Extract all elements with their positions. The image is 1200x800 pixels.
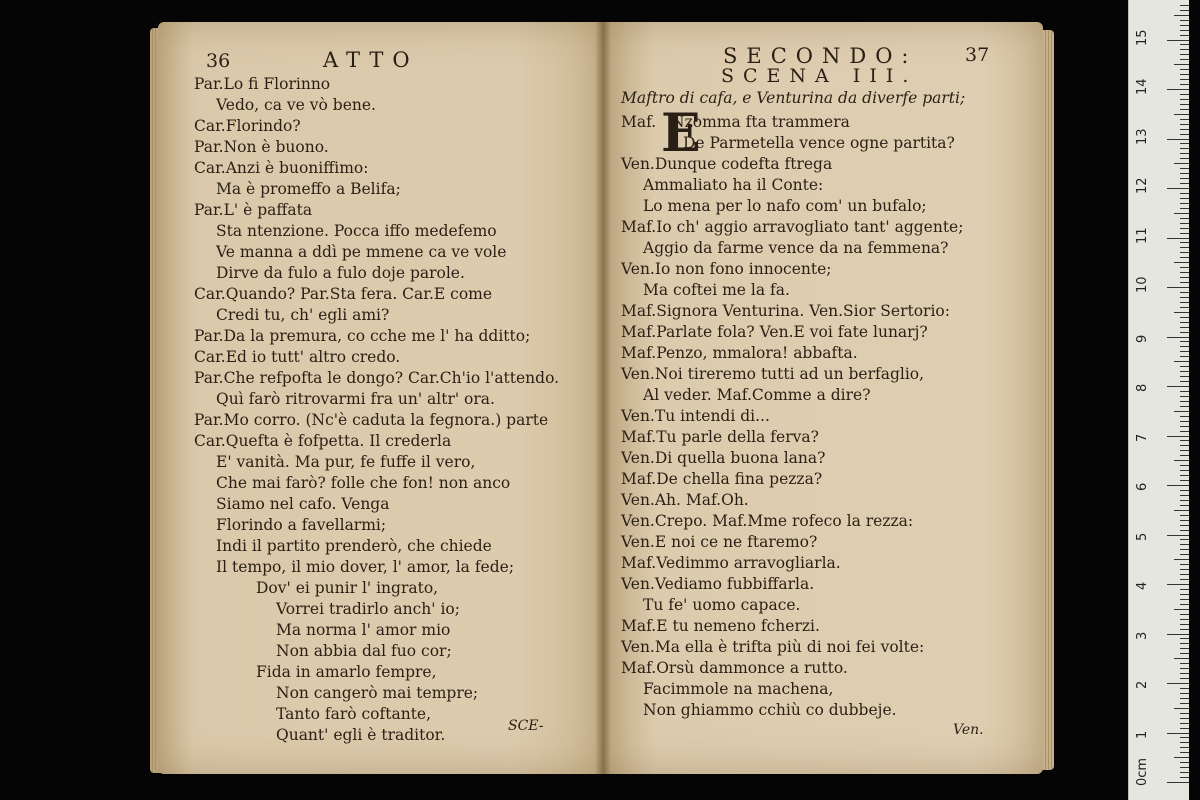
ruler-tick xyxy=(1180,505,1189,506)
open-book xyxy=(150,10,1055,780)
ruler-tick xyxy=(1180,723,1189,724)
ruler-tick xyxy=(1180,549,1189,550)
ruler-tick xyxy=(1180,223,1189,224)
text-line: Par.Non è buono. xyxy=(194,138,329,156)
ruler-tick xyxy=(1180,307,1189,308)
ruler-tick xyxy=(1180,698,1189,699)
ruler-tick xyxy=(1180,356,1189,357)
text-line: Par.Mo corro. (Nc'è caduta la fegnora.) parte xyxy=(194,411,549,429)
ruler-tick xyxy=(1180,376,1189,377)
catchword: Ven. xyxy=(953,722,984,738)
ruler-tick xyxy=(1180,653,1189,654)
ruler-tick xyxy=(1180,277,1189,278)
text-line: Ma è promeffo a Belifa; xyxy=(216,180,401,198)
text-line: Ven.Di quella buona lana? xyxy=(621,449,826,467)
ruler-tick xyxy=(1180,54,1189,55)
ruler-tick xyxy=(1167,436,1189,437)
ruler-tick xyxy=(1180,49,1189,50)
text-line: Non abbia dal fuo cor; xyxy=(276,642,452,660)
ruler-tick xyxy=(1180,594,1189,595)
ruler-tick xyxy=(1174,213,1189,214)
ruler-tick xyxy=(1180,94,1189,95)
ruler-tick xyxy=(1180,495,1189,496)
text-line: Maf.E tu nemeno fcherzi. xyxy=(621,617,820,635)
ruler-tick xyxy=(1174,757,1189,758)
ruler-label: 13 xyxy=(1135,127,1150,145)
text-line: Maf.Penzo, mmalora! abbafta. xyxy=(621,344,858,362)
text-line: Ammaliato ha il Conte: xyxy=(643,176,824,194)
ruler-tick xyxy=(1174,163,1189,164)
ruler-label: 11 xyxy=(1135,226,1150,244)
ruler-tick xyxy=(1180,480,1189,481)
text-line: Maf.De chella fina pezza? xyxy=(621,470,823,488)
text-line: Maf.Orsù dammonce a rutto. xyxy=(621,659,848,677)
text-line: Dov' ei punir l' ingrato, xyxy=(256,579,439,597)
text-line: Che mai farò? folle che fon! non anco xyxy=(216,474,511,492)
ruler-tick xyxy=(1180,624,1189,625)
text-line: Car.Quefta è fofpetta. Il crederla xyxy=(194,432,452,450)
page-number: 36 xyxy=(206,50,231,72)
ruler-tick xyxy=(1180,148,1189,149)
text-line: Il tempo, il mio dover, l' amor, la fede; xyxy=(216,558,515,576)
ruler-tick xyxy=(1180,401,1189,402)
ruler-tick xyxy=(1180,520,1189,521)
ruler-tick xyxy=(1180,475,1189,476)
ruler-tick xyxy=(1180,450,1189,451)
ruler-tick xyxy=(1167,337,1189,338)
ruler-tick xyxy=(1174,262,1189,263)
ruler-label: 10 xyxy=(1135,276,1150,293)
text-line: Maf.Signora Venturina. Ven.Sior Sertorio: xyxy=(621,302,950,320)
text-line: Ven.E noi ce ne ftaremo? xyxy=(621,533,818,551)
ruler-tick xyxy=(1180,762,1189,763)
ruler-tick xyxy=(1167,287,1189,288)
text-line: Quant' egli è traditor. xyxy=(276,726,446,744)
ruler-tick xyxy=(1180,728,1189,729)
ruler-tick xyxy=(1180,515,1189,516)
ruler-tick xyxy=(1167,238,1189,239)
ruler-tick xyxy=(1167,782,1189,783)
text-line: Ma norma l' amor mio xyxy=(276,621,451,639)
text-line: Lo mena per lo nafo com' un bufalo; xyxy=(643,197,927,215)
ruler-tick xyxy=(1180,173,1189,174)
ruler-tick xyxy=(1180,242,1189,243)
ruler-label: 2 xyxy=(1135,680,1150,689)
ruler-tick xyxy=(1167,535,1189,536)
ruler-tick xyxy=(1167,40,1189,41)
text-line: Indi il partito prenderò, che chiede xyxy=(216,537,492,555)
text-line: Par.Lo fi Florinno xyxy=(194,75,331,93)
text-block xyxy=(194,74,559,746)
stage-direction: Maftro di cafa, e Venturina da diverfe parti; xyxy=(621,89,966,107)
text-line: Quì farò ritrovarmi fra un' altr' ora. xyxy=(216,390,495,408)
text-line: Facimmole na machena, xyxy=(643,680,834,698)
ruler-tick xyxy=(1180,341,1189,342)
text-line: Maf.Io ch' aggio arravogliato tant' aggente; xyxy=(621,218,964,236)
ruler-tick xyxy=(1167,386,1189,387)
ruler-tick xyxy=(1180,440,1189,441)
ruler-tick xyxy=(1174,64,1189,65)
ruler-tick xyxy=(1180,530,1189,531)
ruler-tick xyxy=(1180,74,1189,75)
ruler-tick xyxy=(1180,119,1189,120)
ruler-tick xyxy=(1180,143,1189,144)
ruler-tick xyxy=(1180,153,1189,154)
ruler-tick xyxy=(1180,302,1189,303)
ruler-tick xyxy=(1180,35,1189,36)
text-line: Par.L' è paffata xyxy=(194,201,313,219)
text-line: Ma coftei me la fa. xyxy=(643,281,790,299)
ruler-tick xyxy=(1180,208,1189,209)
ruler-tick xyxy=(1180,718,1189,719)
ruler-tick xyxy=(1180,322,1189,323)
ruler-tick xyxy=(1180,272,1189,273)
ruler-tick xyxy=(1180,693,1189,694)
ruler-tick xyxy=(1180,589,1189,590)
ruler-tick xyxy=(1180,752,1189,753)
scene-heading: SCENA III. xyxy=(721,65,918,87)
text-line: Al veder. Maf.Comme a dire? xyxy=(643,386,871,404)
ruler-tick xyxy=(1180,193,1189,194)
ruler-tick xyxy=(1180,421,1189,422)
ruler-tick xyxy=(1167,485,1189,486)
ruler-tick xyxy=(1180,228,1189,229)
ruler-tick xyxy=(1180,20,1189,21)
text-line: Vedo, ca ve vò bene. xyxy=(216,96,376,114)
ruler-tick xyxy=(1180,737,1189,738)
ruler-tick xyxy=(1180,470,1189,471)
text-line: Car.Quando? Par.Sta fera. Car.E come xyxy=(194,285,493,303)
ruler-tick xyxy=(1180,604,1189,605)
ruler-tick xyxy=(1180,30,1189,31)
ruler-tick xyxy=(1174,708,1189,709)
drop-cap: E xyxy=(661,103,701,164)
ruler-tick xyxy=(1180,500,1189,501)
ruler-tick xyxy=(1180,688,1189,689)
ruler-label: 1 xyxy=(1135,730,1150,739)
ruler-tick xyxy=(1180,129,1189,130)
text-line: Maf.Tu parle della ferva? xyxy=(621,428,819,446)
ruler-tick xyxy=(1180,252,1189,253)
ruler-tick xyxy=(1167,634,1189,635)
ruler-tick xyxy=(1180,198,1189,199)
ruler-tick xyxy=(1167,733,1189,734)
ruler-tick xyxy=(1180,554,1189,555)
ruler-label: 3 xyxy=(1135,631,1150,640)
ruler-tick xyxy=(1174,609,1189,610)
ruler-tick xyxy=(1180,599,1189,600)
ruler-tick xyxy=(1180,648,1189,649)
ruler-tick xyxy=(1180,673,1189,674)
text-line: Par.Che refpofta le dongo? Car.Ch'io l'attendo. xyxy=(194,369,560,387)
ruler-tick xyxy=(1180,406,1189,407)
text-line: Ven.Crepo. Maf.Mme rofeco la rezza: xyxy=(621,512,914,530)
text-line: Ven.Dunque codefta ftrega xyxy=(621,155,833,173)
ruler-tick xyxy=(1180,777,1189,778)
ruler-tick xyxy=(1180,445,1189,446)
ruler-tick xyxy=(1167,89,1189,90)
text-line: Florindo a favellarmi; xyxy=(216,516,387,534)
ruler-tick xyxy=(1180,539,1189,540)
ruler-tick xyxy=(1180,10,1189,11)
ruler-tick xyxy=(1180,465,1189,466)
ruler-tick xyxy=(1180,638,1189,639)
ruler-tick xyxy=(1180,104,1189,105)
ruler-tick xyxy=(1180,134,1189,135)
ruler-label: 14 xyxy=(1135,78,1150,95)
ruler-tick xyxy=(1180,396,1189,397)
running-header: ATTO xyxy=(323,48,419,72)
ruler-tick xyxy=(1180,183,1189,184)
text-line: De Parmetella vence ogne partita? xyxy=(683,134,955,152)
right-page xyxy=(603,22,1043,774)
ruler-tick xyxy=(1180,327,1189,328)
ruler-tick xyxy=(1180,317,1189,318)
ruler-tick xyxy=(1180,371,1189,372)
text-line: Ve manna a ddì pe mmene ca ve vole xyxy=(216,243,507,261)
ruler-tick xyxy=(1180,84,1189,85)
ruler-tick xyxy=(1180,574,1189,575)
ruler-tick xyxy=(1180,614,1189,615)
measuring-ruler xyxy=(1128,0,1189,800)
text-line: Tanto farò coftante, xyxy=(276,705,432,723)
text-line: Par.Da la premura, co cche me l' ha dditto; xyxy=(194,327,531,345)
text-line: Maf.Vedimmo arravogliarla. xyxy=(621,554,841,572)
ruler-tick xyxy=(1180,703,1189,704)
ruler-tick xyxy=(1180,346,1189,347)
ruler-tick xyxy=(1174,361,1189,362)
text-line: Car.Florindo? xyxy=(194,117,301,135)
text-line: E' vanità. Ma pur, fe fuffe il vero, xyxy=(216,453,476,471)
text-line: Aggio da farme vence da na femmena? xyxy=(643,239,949,257)
ruler-tick xyxy=(1174,15,1189,16)
ruler-tick xyxy=(1180,99,1189,100)
ruler-tick xyxy=(1180,69,1189,70)
text-line: Car.Ed io tutt' altro credo. xyxy=(194,348,401,366)
ruler-tick xyxy=(1180,767,1189,768)
ruler-tick xyxy=(1174,510,1189,511)
running-header: SECONDO: xyxy=(723,44,918,68)
ruler-tick xyxy=(1180,332,1189,333)
ruler-tick xyxy=(1180,25,1189,26)
ruler-tick xyxy=(1167,188,1189,189)
catchword: SCE- xyxy=(508,718,544,734)
ruler-label: 7 xyxy=(1135,433,1150,442)
text-line: Tu fe' uomo capace. xyxy=(643,596,801,614)
ruler-tick xyxy=(1180,79,1189,80)
ruler-tick xyxy=(1180,257,1189,258)
ruler-tick xyxy=(1174,312,1189,313)
text-line: Ven.Io non fono innocente; xyxy=(621,260,832,278)
text-line: Siamo nel cafo. Venga xyxy=(216,495,390,513)
ruler-tick xyxy=(1180,233,1189,234)
ruler-label: 4 xyxy=(1135,581,1150,590)
ruler-tick xyxy=(1180,168,1189,169)
ruler-tick xyxy=(1180,713,1189,714)
ruler-tick xyxy=(1180,525,1189,526)
text-line: Ven.Ah. Maf.Oh. xyxy=(621,491,749,509)
text-line: Ven.Noi tireremo tutti ad un berfaglio, xyxy=(621,365,925,383)
text-line: Vorrei tradirlo anch' io; xyxy=(276,600,460,618)
ruler-tick xyxy=(1180,247,1189,248)
text-line: Car.Anzi è buoniffimo: xyxy=(194,159,369,177)
ruler-tick xyxy=(1180,544,1189,545)
text-line: Ven.Ma ella è trifta più di noi fei volte: xyxy=(621,638,925,656)
ruler-tick xyxy=(1180,619,1189,620)
ruler-tick xyxy=(1180,178,1189,179)
ruler-tick xyxy=(1180,267,1189,268)
text-block xyxy=(621,112,963,721)
ruler-tick xyxy=(1180,218,1189,219)
ruler-tick xyxy=(1180,772,1189,773)
ruler-tick xyxy=(1167,584,1189,585)
ruler-tick xyxy=(1180,643,1189,644)
ruler-label: 9 xyxy=(1135,334,1150,343)
ruler-tick xyxy=(1180,381,1189,382)
left-page xyxy=(158,22,603,774)
ruler-tick xyxy=(1174,658,1189,659)
ruler-label: 15 xyxy=(1135,28,1150,46)
text-line: Ven.Vediamo fubbiffarla. xyxy=(621,575,815,593)
text-line: Credi tu, ch' egli ami? xyxy=(216,306,390,324)
ruler-tick xyxy=(1180,292,1189,293)
ruler-tick xyxy=(1180,579,1189,580)
ruler-tick xyxy=(1180,426,1189,427)
text-line: Sta ntenzione. Pocca iffo medefemo xyxy=(216,222,497,240)
text-line: Ven.Tu intendi di... xyxy=(621,407,770,425)
ruler-tick xyxy=(1180,366,1189,367)
ruler-tick xyxy=(1174,411,1189,412)
ruler-tick xyxy=(1180,431,1189,432)
ruler-tick xyxy=(1180,391,1189,392)
ruler-tick xyxy=(1180,564,1189,565)
ruler-tick xyxy=(1180,158,1189,159)
ruler-tick xyxy=(1180,297,1189,298)
ruler-label: 5 xyxy=(1135,532,1150,541)
text-line: Fida in amarlo fempre, xyxy=(256,663,437,681)
text-line: Maf.Parlate fola? Ven.E voi fate lunarj? xyxy=(621,323,928,341)
ruler-tick xyxy=(1180,416,1189,417)
ruler-tick xyxy=(1180,668,1189,669)
ruler-tick xyxy=(1180,44,1189,45)
ruler-label: 0cm xyxy=(1135,757,1150,786)
book-gutter xyxy=(595,22,611,774)
ruler-tick xyxy=(1180,5,1189,6)
ruler-tick xyxy=(1180,124,1189,125)
ruler-tick xyxy=(1180,569,1189,570)
ruler-tick xyxy=(1180,109,1189,110)
page-number: 37 xyxy=(965,44,990,66)
ruler-tick xyxy=(1180,663,1189,664)
ruler-tick xyxy=(1180,678,1189,679)
ruler-tick xyxy=(1180,629,1189,630)
text-line: Non cangerò mai tempre; xyxy=(276,684,479,702)
text-line: Maf. Nzomma fta trammera xyxy=(621,113,850,131)
ruler-label: 8 xyxy=(1135,383,1150,392)
ruler-tick xyxy=(1180,742,1189,743)
ruler-label: 12 xyxy=(1135,177,1150,194)
ruler-tick xyxy=(1180,282,1189,283)
ruler-tick xyxy=(1174,114,1189,115)
text-line: Dirve da fulo a fulo doje parole. xyxy=(216,264,465,282)
ruler-tick xyxy=(1180,203,1189,204)
ruler-label: 6 xyxy=(1135,482,1150,491)
text-line: Non ghiammo cchiù co dubbeje. xyxy=(643,701,897,719)
ruler-tick xyxy=(1167,683,1189,684)
ruler-tick xyxy=(1174,559,1189,560)
ruler-tick xyxy=(1180,490,1189,491)
ruler-tick xyxy=(1167,139,1189,140)
ruler-tick xyxy=(1180,455,1189,456)
ruler-tick xyxy=(1174,460,1189,461)
ruler-tick xyxy=(1180,747,1189,748)
ruler-tick xyxy=(1180,59,1189,60)
ruler-tick xyxy=(1180,351,1189,352)
